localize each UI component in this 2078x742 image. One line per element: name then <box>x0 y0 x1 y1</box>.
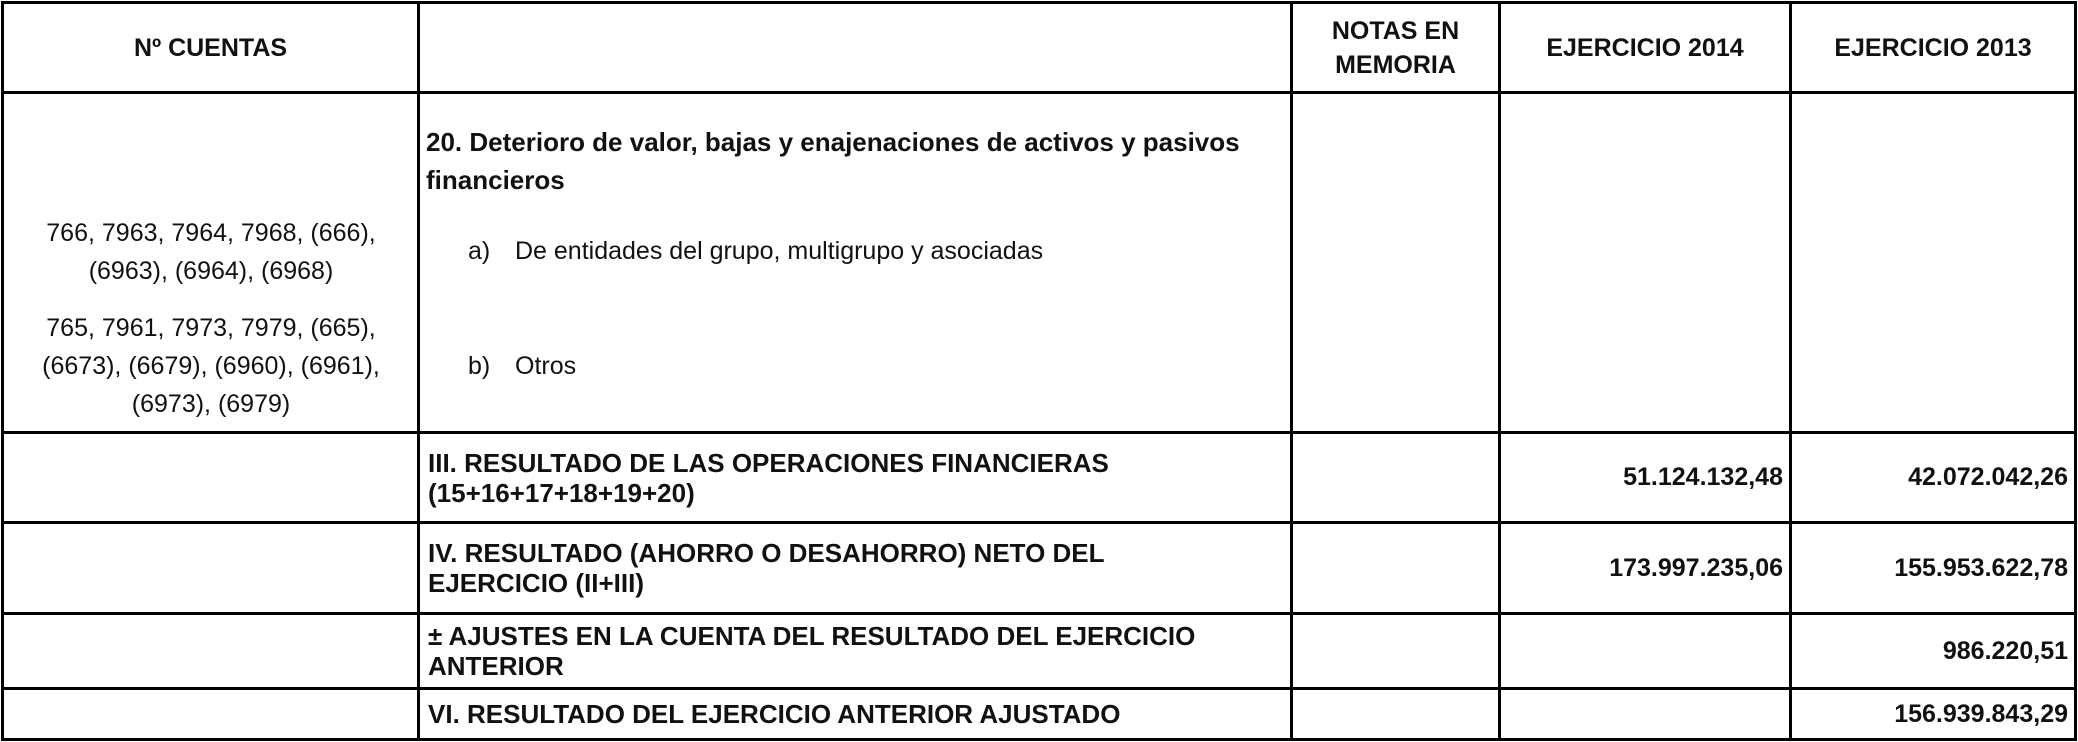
row-label: III. RESULTADO DE LAS OPERACIONES FINANCIERAS (15+16+17+18+19+20) <box>428 447 1109 508</box>
grid-line <box>1 91 2077 94</box>
grid-line <box>1 738 2077 741</box>
row-value-2014 <box>1501 690 1789 738</box>
row-value-2013: 986.220,51 <box>1942 636 2068 665</box>
row-value-2014 <box>1501 615 1789 687</box>
header-concepto <box>420 4 1290 91</box>
header-ejercicio-2013: EJERCICIO 2013 <box>1834 33 2032 62</box>
accounts-item-b: 765, 7961, 7973, 7979, (665), (6673), (6679), (6960), (6961), (6973), (6979) <box>42 314 380 418</box>
accounts-item-a: 766, 7963, 7964, 7968, (666), (6963), (6964), (6968) <box>46 219 376 285</box>
row-label: IV. RESULTADO (AHORRO O DESAHORRO) NETO DEL EJERCICIO (II+III) <box>428 538 1105 598</box>
header-cuentas: Nº CUENTAS <box>133 33 288 62</box>
row-label: VI. RESULTADO DEL EJERCICIO ANTERIOR AJUSTADO <box>428 699 1121 729</box>
financial-results-table <box>1 1 2077 741</box>
header-ejercicio-2014: EJERCICIO 2014 <box>1546 33 1744 62</box>
item-b-marker: b) <box>468 352 491 380</box>
header-notas-memoria: NOTAS EN MEMORIA <box>1331 16 1460 79</box>
item-b-label: Otros <box>515 352 577 380</box>
item-a-label: De entidades del grupo, multigrupo y asociadas <box>515 237 1044 265</box>
row-value-2013: 155.953.622,78 <box>1894 553 2068 582</box>
item-a-marker: a) <box>468 237 491 265</box>
row-value-2013: 42.072.042,26 <box>1908 463 2068 491</box>
section-20-title: 20. Deterioro de valor, bajas y enajenaciones de activos y pasivos financieros <box>426 127 1240 195</box>
row-value-2014: 51.124.132,48 <box>1623 463 1783 491</box>
grid-line <box>2074 1 2077 741</box>
row-label: ± AJUSTES EN LA CUENTA DEL RESULTADO DEL EJERCICIO ANTERIOR <box>428 621 1196 681</box>
grid-line <box>1290 1 1293 741</box>
row-value-2013: 156.939.843,29 <box>1894 699 2068 728</box>
row-value-2014: 173.997.235,06 <box>1609 553 1783 582</box>
grid-line <box>1 1 4 741</box>
